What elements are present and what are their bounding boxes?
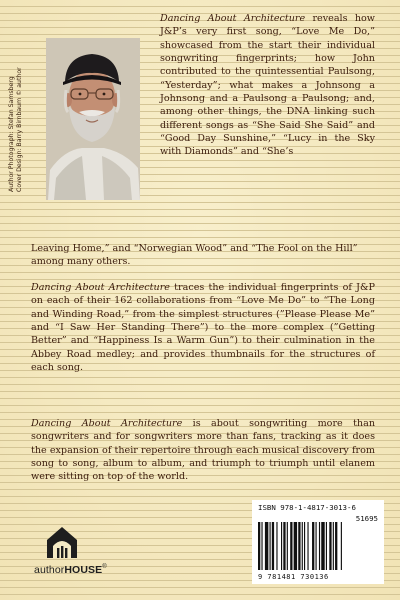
barcode-bar: [276, 522, 277, 570]
barcode-bar: [265, 522, 268, 570]
barcode-bar: [307, 522, 308, 570]
blurb-paragraph-1-text: reveals how J&P’s very first song, “Love Me Do,” showcased from the start their individual songwriting fingerprints; how John contributed to the quintessential Paulsong, “Yesterday”; what makes a Johnsong a Johnsong and a Paulsong a Paulsong; and, among other things, the DNA linking such different songs as “She Said She Said” and “Good Day Sunshine,” “Lucy in the Sky with Diamonds” and “She’s: [160, 13, 376, 158]
blurb-paragraph-3-text: is about songwriting more than songwriters and for songwriters more than fans, tracking as it does the expansion of their repertoire through each musical discovery from song to song, album to album, and triumph to triumph until elanem were sitting on top of the world.: [31, 418, 376, 483]
barcode-bar: [290, 522, 292, 570]
photo-credit-text: Author Photograph: Stefan Samsberg: [8, 76, 15, 192]
barcode-bar: [287, 522, 288, 570]
barcode-digits: 9 781481 730136: [258, 573, 329, 581]
book-title: Dancing About Architecture: [31, 282, 170, 293]
house-logo-icon: [44, 524, 80, 560]
barcode-bar: [261, 522, 262, 570]
barcode-bar: [329, 522, 331, 570]
blurb-paragraph-3: [31, 417, 375, 484]
blurb-paragraph-1-continued: Leaving Home,” and “Norwegian Wood” and “The Fool on the Hill” among many others.: [31, 243, 358, 268]
barcode-bar: [341, 522, 342, 570]
isbn-barcode-block: [252, 500, 384, 584]
registered-mark: ®: [102, 564, 107, 570]
blurb-paragraph-2-text: traces the individual fingerprints of J&P on each of their 162 collaborations from “Love Me Do” to “The Long and Winding Road,” from the simplest structures (”Please Please Me” and “I Saw Her Standing There”) to the more complex (”Getting Better” and “Happiness Is a Warm Gun”) to their culmination in the Abbey Road medley; and provides thumbnails for the structures of each song.: [31, 282, 375, 374]
barcode-bar: [319, 522, 320, 570]
isbn-label: ISBN 978-1-4817-3013-6: [258, 503, 356, 512]
barcode-bar: [294, 522, 297, 570]
publisher-name-bold: HOUSE: [64, 564, 103, 576]
blurb-paragraph-1: [160, 12, 375, 159]
book-title: Dancing About Architecture: [31, 418, 183, 429]
barcode-bar: [270, 522, 271, 570]
barcode-bar: [304, 522, 305, 570]
barcode-bar: [258, 522, 260, 570]
barcode-bar: [302, 522, 303, 570]
barcode-bar: [335, 522, 337, 570]
barcode-bar: [316, 522, 317, 570]
design-credit-text: Cover Design: Barry Birnbaum © author: [16, 67, 23, 192]
publisher-logo: [34, 524, 124, 584]
author-photo: [46, 38, 140, 200]
publisher-name: [34, 564, 107, 576]
barcode-bar: [283, 522, 285, 570]
barcode-bar: [333, 522, 334, 570]
blurb-paragraph-2: [31, 281, 375, 374]
price-code: 51695: [355, 514, 378, 523]
barcode-icon: [258, 522, 378, 572]
barcode-bar: [298, 522, 300, 570]
author-portrait-image: [46, 38, 140, 200]
publisher-name-light: author: [34, 564, 65, 576]
barcode-bar: [321, 522, 324, 570]
barcode-bar: [272, 522, 274, 570]
barcode-bar: [312, 522, 314, 570]
barcode-bar: [281, 522, 282, 570]
book-title: Dancing About Architecture: [160, 13, 306, 24]
barcode-bar: [326, 522, 327, 570]
photo-credits: [8, 22, 24, 192]
